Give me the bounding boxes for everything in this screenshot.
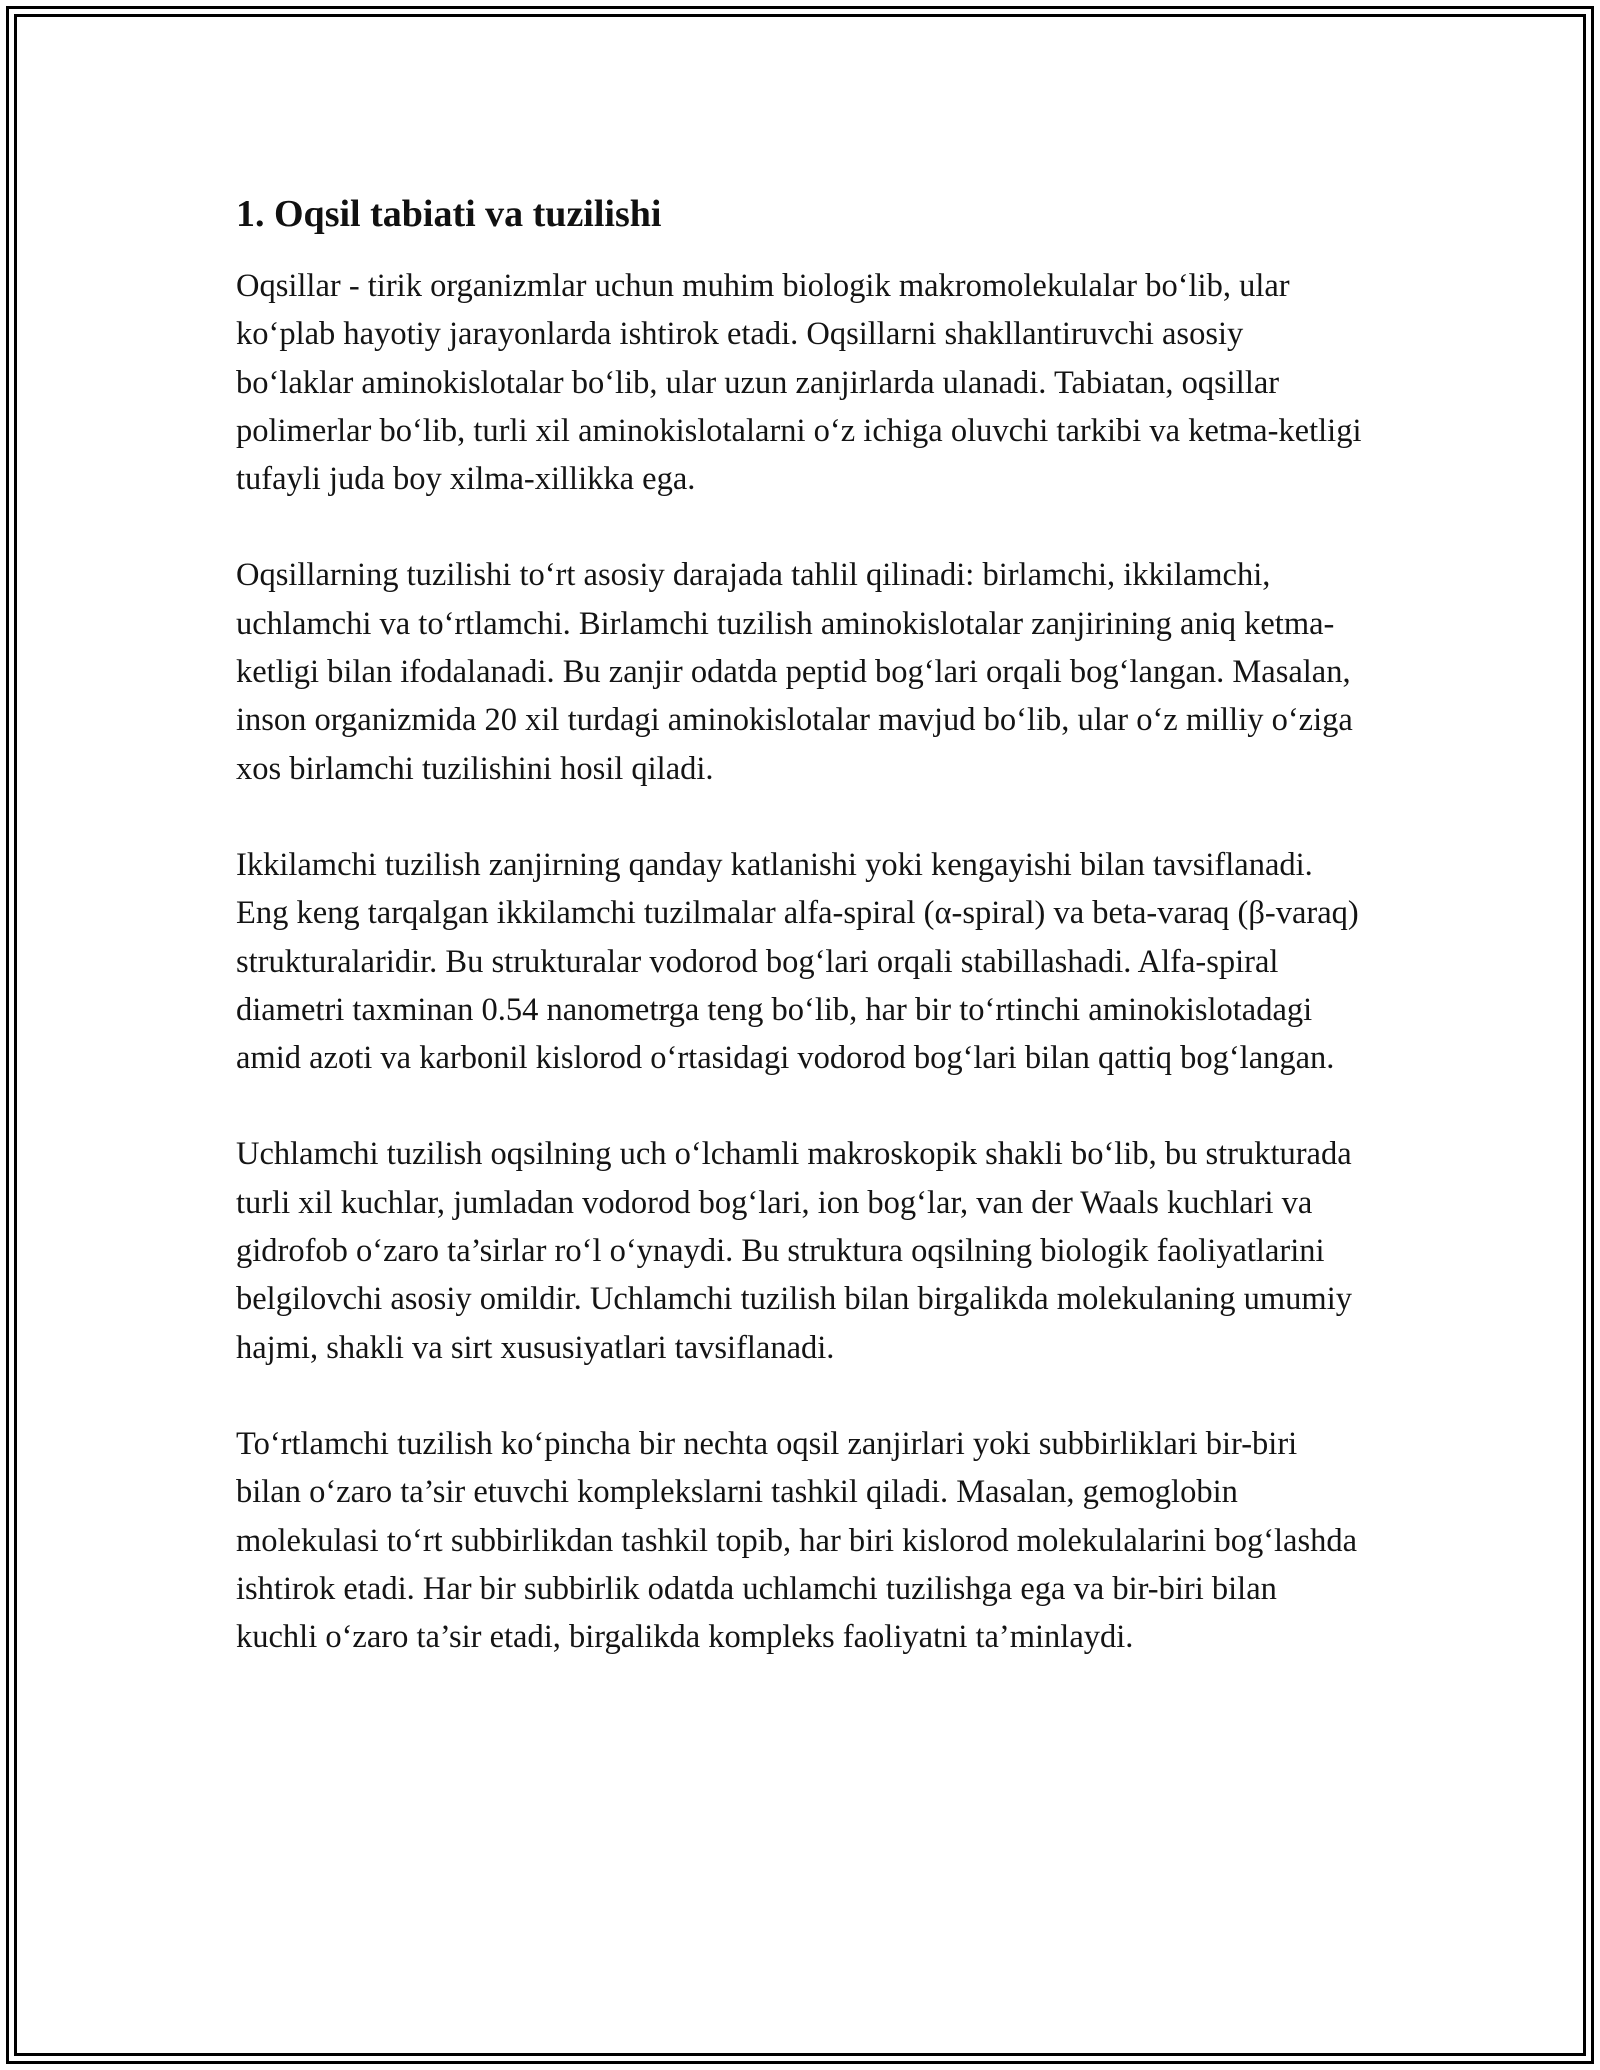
document-body <box>236 188 1366 1709</box>
paragraph-quaternary-structure: To‘rtlamchi tuzilish ko‘pincha bir nechta oqsil zanjirlari yoki subbirliklari bir-biri bilan o‘zaro ta’sir etuvchi komplekslarni tashkil qiladi. Masalan, gemoglobin molekulasi to‘rt subbirlikdan tashkil topib, har biri kislorod molekulalarini bog‘lashda ishtirok etadi. Har bir subbirlik odatda uchlamchi tuzilishga ega va bir-biri bilan kuchli o‘zaro ta’sir etadi, birgalikda kompleks faoliyatni ta’minlaydi. <box>236 1425 1358 1656</box>
paragraph-structure-levels: Oqsillarning tuzilishi to‘rt asosiy darajada tahlil qilinadi: birlamchi, ikkilamchi, uchlamchi va to‘rtlamchi. Birlamchi tuzilish aminokislotalar zanjirining aniq ketma-ketligi bilan ifodalanadi. Bu zanjir odatda peptid bog‘lari orqali bog‘langan. Masalan, inson organizmida 20 xil turdagi aminokislotalar mavjud bo‘lib, ular o‘z milliy o‘ziga xos birlamchi tuzilishini hosil qiladi. <box>236 557 1353 787</box>
paragraph-secondary-structure: Ikkilamchi tuzilish zanjirning qanday katlanishi yoki kengayishi bilan tavsiflanadi. Eng keng tarqalgan ikkilamchi tuzilmalar alfa-spiral (α-spiral) va beta-varaq (β-varaq) strukturalaridir. Bu strukturalar vodorod bog‘lari orqali stabillashadi. Alfa-spiral diametri taxminan 0.54 nanometrga teng bo‘lib, har bir to‘rtinchi aminokislotadagi amid azoti va karbonil kislorod o‘rtasidagi vodorod bog‘lari bilan qattiq bog‘langan. <box>236 846 1359 1077</box>
section-heading: 1. Oqsil tabiati va tuzilishi <box>236 193 662 235</box>
paragraph-tertiary-structure: Uchlamchi tuzilish oqsilning uch o‘lchamli makroskopik shakli bo‘lib, bu strukturada turli xil kuchlar, jumladan vodorod bog‘lari, ion bog‘lar, van der Waals kuchlari va gidrofob o‘zaro ta’sirlar ro‘l o‘ynaydi. Bu struktura oqsilning biologik faoliyatlarini belgilovchi asosiy omildir. Uchlamchi tuzilish bilan birgalikda molekulaning umumiy hajmi, shakli va sirt xususiyatlari tavsiflanadi. <box>236 1136 1352 1366</box>
paragraph-intro: Oqsillar - tirik organizmlar uchun muhim biologik makromolekulalar bo‘lib, ular ko‘plab hayotiy jarayonlarda ishtirok etadi. Oqsillarni shakllantiruvchi asosiy bo‘laklar aminokislotalar bo‘lib, ular uzun zanjirlarda ulanadi. Tabiatan, oqsillar polimerlar bo‘lib, turli xil aminokislotalarni o‘z ichiga oluvchi tarkibi va ketma-ketligi tufayli juda boy xilma-xillikka ega. <box>236 268 1362 498</box>
